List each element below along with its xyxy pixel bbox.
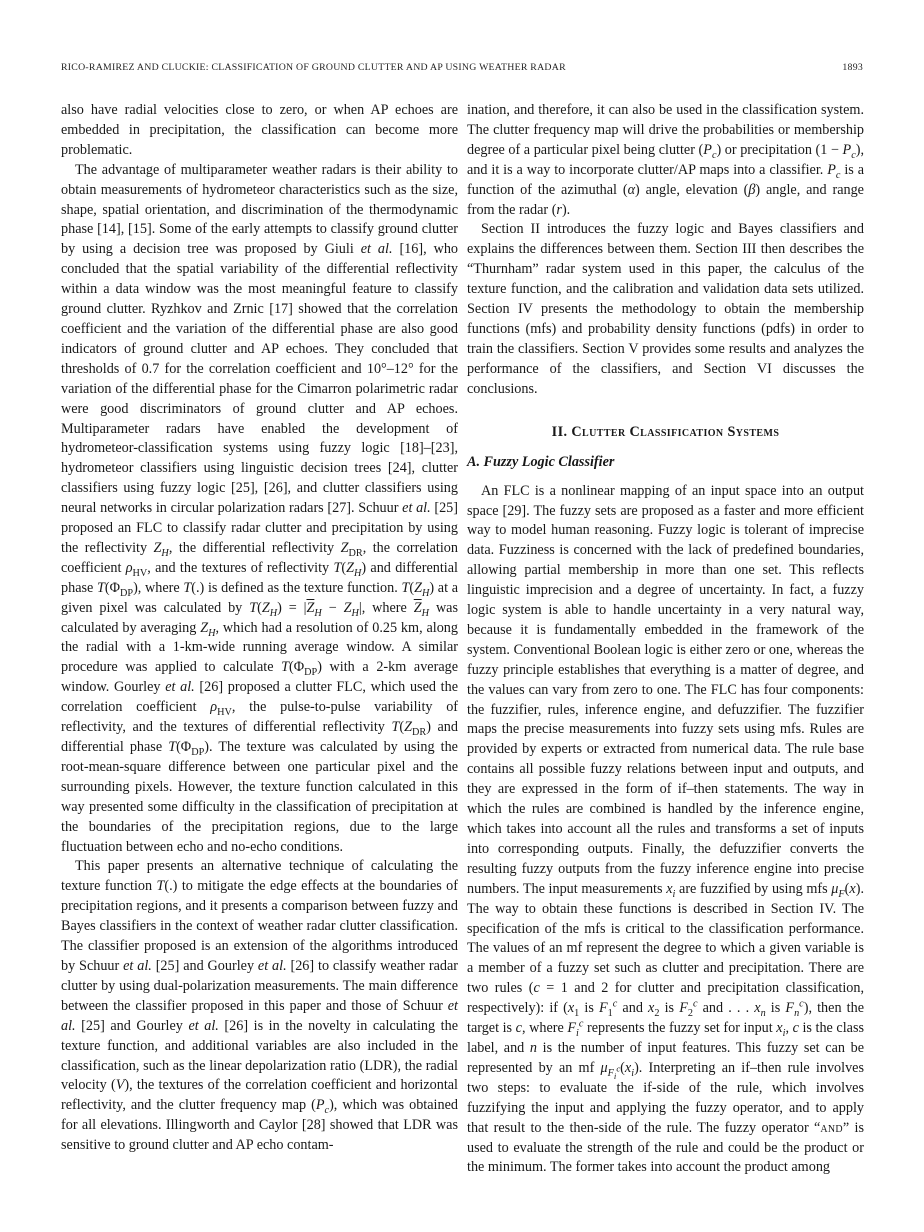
left-column — [61, 101, 458, 1156]
section-heading: II. Clutter Classification Systems — [551, 423, 780, 440]
paragraph: also have radial velocities close to zero, or when AP echoes are embedded in precipitation, the classification can become more problematic. — [61, 102, 458, 158]
page-number: 1893 — [842, 62, 863, 73]
paragraph: An FLC is a nonlinear mapping of an input space into an output space [29]. The fuzzy sets are proposed as a faster and more efficient way to model human reasoning. Fuzzy logic is tolerant of imprecise data. Fuzziness is concerned with the lack of predefined boundaries, allowing partial membership in more than one set. This reflects linguistic imprecision and a degree of uncertainty. In fact, a fuzzy logic system is able to handle uncertainty in a very natural way, because it is fundamentally embedded in the framework of the system. Conventional Boolean logic is either zero or one, whereas the fuzzy principle establishes that everything is a matter of degree, and the values can vary from zero to one. The FLC has four components: the fuzzifier, rules, inference engine, and defuzzifier. The fuzzifier maps the precise measurements into fuzzy sets using mfs. Rules are provided by experts or extracted from numerical data. The rule base contains all possible fuzzy relations between input and outputs, and they are expressed in the form of if–then statements. The way in which the rules are combined is handled by the inference engine, which takes into account all the rules and transforms a set of inputs into corresponding outputs. Finally, the defuzzifier converts the resulting fuzzy outputs from the fuzzy inference engine into precise numbers. The input measurements $x_i$ are fuzzified by using mfs $\mu_F(x)$. The way to obtain these functions is described in Section IV. The specification of the mfs is critical to the classification performance. The values of an mf represent the degree to which a given variable is a member of a fuzzy set such as clutter and precipitation. There are two rules (c = 1 and 2 for clutter and precipitation classification, respectively): if ($x_1$ is $F_1^c$ and $x_2$ is $F_2^c$ and . . . $x_n$ is $F_n^c$), then the target is c, where $F_i^c$ represents the fuzzy set for input $x_i$, c is the class label, and n is the number of input features. This fuzzy set can be represented by an mf $\mu_{F_i^c}(x_i)$. Interpreting an if–then rule involves two steps: to evaluate the if-side of the rule, which involves fuzzifying the input and applying the fuzzy operator, and to apply that result to the then-side of the rule. The fuzzy operator “and” is used to evaluate the strength of the rule and could be the product or the minimum. The former takes into account the product among — [467, 482, 865, 1176]
paragraph: Section II introduces the fuzzy logic and Bayes classifiers and explains the differences between them. Section III then describes the “Thurnham” radar system used in this paper, the calculus of the texture function, and the calibration and validation data sets utilized. Section IV presents the methodology to obtain the membership functions (mfs) and probability density functions (pdfs) in order to train the classifiers. Section V provides some results and analyzes the performance of the classifiers, and Section VI discusses the conclusions. — [467, 221, 864, 397]
right-column — [467, 101, 864, 1178]
subsection-heading: A. Fuzzy Logic Classifier — [467, 453, 615, 470]
running-head — [61, 62, 863, 73]
paragraph: This paper presents an alternative technique of calculating the texture function T(.) to mitigate the edge effects at the boundaries of precipitation regions, and it presents a comparison between fuzzy and Bayes classifiers in the context of weather radar clutter classification. The classifier proposed is an extension of the algorithms introduced by Schuur et al. [25] and Gourley et al. [26] to classify weather radar clutter by using dual-polarization measurements. The main difference between the classifier proposed in this paper and those of Schuur et al. [25] and Gourley et al. [26] is in the novelty in calculating the texture function, and additional variables are also included in the classification, such as the linear depolarization ratio (LDR), the radial velocity (V), the textures of the correlation coefficient and horizontal reflectivity, and the clutter frequency map $(P_c)$, which was obtained for all elevations. Illingworth and Caylor [28] showed that LDR was sensitive to ground clutter and AP echo contam- — [61, 858, 459, 1154]
paragraph: ination, and therefore, it can also be used in the classification system. The clutter frequency map will drive the probabilities or membership degree of a particular pixel being clutter $(P_c)$ or precipitation $(1 - P_c)$, and it is a way to incorporate clutter/AP maps into a classifier. $P_c$ is a function of the azimuthal (α) angle, elevation (β) angle, and range from the radar (r). — [467, 102, 865, 218]
paragraph: The advantage of multiparameter weather radars is their ability to obtain measurements of hydrometeor characteristics such as the size, shape, spatial orientation, and discrimination of the thermodynamic phase [14], [15]. Some of the early attempts to classify ground clutter by using a decision tree was proposed by Giuli et al. [16], who concluded that the spatial variability of the differential reflectivity within a data window was the most meaningful feature to classify ground clutter. Ryzhkov and Zrnic [17] showed that the correlation coefficient and the variation of the differential phase are also good indicators of ground clutter and AP echoes. They concluded that thresholds of 0.7 for the correlation coefficient and 10°–12° for the variation of the differential phase for the Cimarron polarimetric radar were good discriminators of ground clutter and AP echoes. Multiparameter radars have enabled the development of hydrometeor-classification systems using fuzzy logic [18]–[23], hydrometeor classifiers using linguistic decision trees [24], clutter classifiers using fuzzy logic [25], [26], and clutter classifiers using neural networks in circular polarization radars [27]. Schuur et al. [25] proposed an FLC to classify radar clutter and precipitation by using the reflectivity $Z_H$, the differential reflectivity $Z_{DR}$, the correlation coefficient $\rho_{HV}$, and the textures of reflectivity $T(Z_H)$ and differential phase $T(\Phi_{DP})$, where T(.) is defined as the texture function. $T(Z_H)$ at a given pixel was calculated by $T(Z_H) = |\overline{Z}_H - Z_H|$, where $\overline{Z}_H$ was calculated by averaging $Z_H$, which had a resolution of 0.25 km, along the radial with a 1-km-wide running average window. A similar procedure was applied to calculate $T(\Phi_{DP})$ with a 2-km average window. Gourley et al. [26] proposed a clutter FLC, which used the correlation coefficient $\rho_{HV}$, the pulse-to-pulse variability of reflectivity, and the textures of differential reflectivity $T(Z_{DR})$ and differential phase $T(\Phi_{DP})$. The texture was calculated by using the root-mean-square difference between one particular pixel and the surrounding pixels. However, the texture function calculated in this way presented some difficulty in the classification of precipitation at the boundaries of the precipitation regions, due to the large fluctuation between echo and no-echo conditions. — [61, 161, 459, 855]
running-title: RICO-RAMIREZ AND CLUCKIE: CLASSIFICATION OF GROUND CLUTTER AND AP USING WEATHER RADAR — [61, 62, 566, 73]
